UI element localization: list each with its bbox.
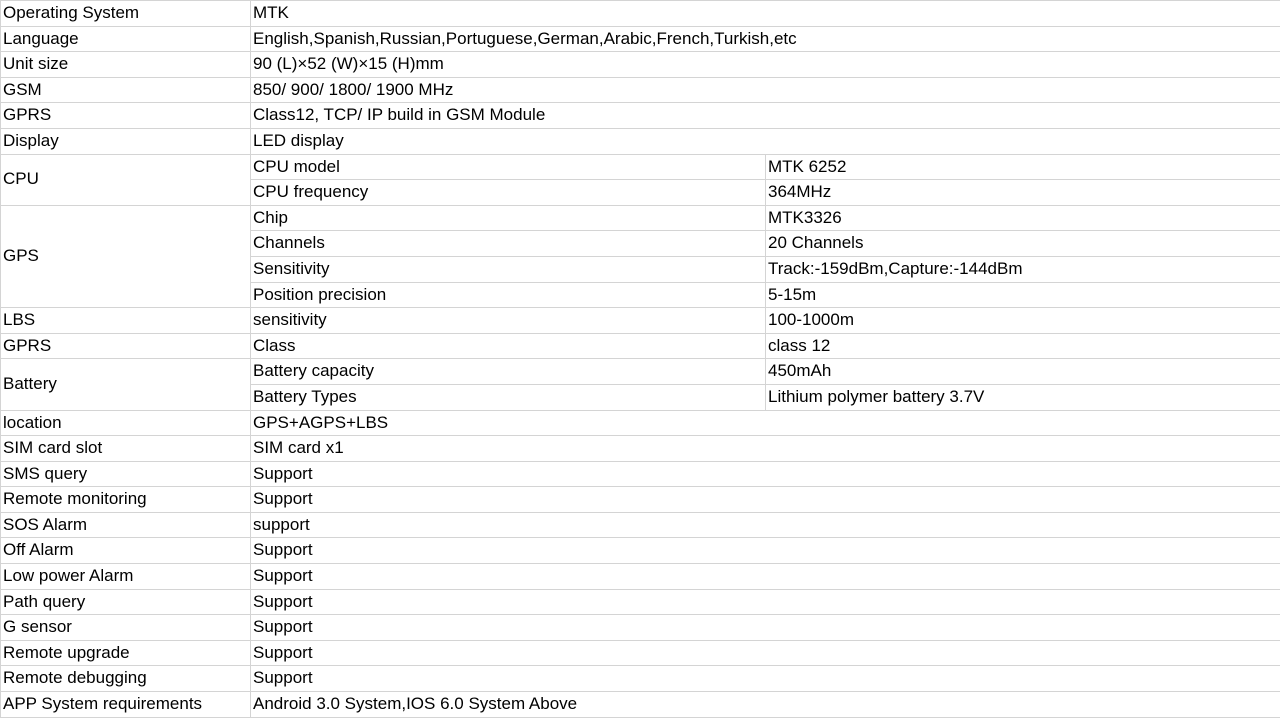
- spec-subkey: CPU model: [251, 154, 766, 180]
- spec-label: GSM: [1, 77, 251, 103]
- spec-label: Off Alarm: [1, 538, 251, 564]
- spec-label: SOS Alarm: [1, 512, 251, 538]
- spec-value: 850/ 900/ 1800/ 1900 MHz: [251, 77, 1280, 103]
- spec-label: Operating System: [1, 1, 251, 27]
- spec-subkey: Sensitivity: [251, 256, 766, 282]
- spec-value: Support: [251, 640, 1280, 666]
- spec-subvalue: MTK 6252: [766, 154, 1280, 180]
- spec-group-label: CPU: [1, 154, 251, 205]
- spec-value: Android 3.0 System,IOS 6.0 System Above: [251, 692, 1280, 718]
- spec-label: SIM card slot: [1, 436, 251, 462]
- spec-label: Low power Alarm: [1, 564, 251, 590]
- spec-subvalue: 364MHz: [766, 180, 1280, 206]
- table-row: [1, 692, 1280, 718]
- spec-subkey: Battery capacity: [251, 359, 766, 385]
- spec-subvalue: 20 Channels: [766, 231, 1280, 257]
- table-row: [1, 640, 1280, 666]
- spec-value: English,Spanish,Russian,Portuguese,German,Arabic,French,Turkish,etc: [251, 26, 1280, 52]
- spec-group-label: Battery: [1, 359, 251, 410]
- spec-group-label: GPRS: [1, 333, 251, 359]
- spec-value: LED display: [251, 128, 1280, 154]
- spec-subvalue: 100-1000m: [766, 308, 1280, 334]
- spec-label: Remote upgrade: [1, 640, 251, 666]
- spec-value: 90 (L)×52 (W)×15 (H)mm: [251, 52, 1280, 78]
- spec-label: Language: [1, 26, 251, 52]
- spec-subvalue: 5-15m: [766, 282, 1280, 308]
- spec-subkey: sensitivity: [251, 308, 766, 334]
- table-row: [1, 538, 1280, 564]
- spec-subkey: Class: [251, 333, 766, 359]
- spec-label: Unit size: [1, 52, 251, 78]
- table-row: [1, 308, 1280, 334]
- spec-value: Support: [251, 538, 1280, 564]
- spec-value: Support: [251, 589, 1280, 615]
- table-row: [1, 436, 1280, 462]
- table-row: [1, 666, 1280, 692]
- spec-subkey: Channels: [251, 231, 766, 257]
- table-row: [1, 77, 1280, 103]
- spec-subkey: Chip: [251, 205, 766, 231]
- spec-table-body: [1, 1, 1280, 718]
- spec-label: GPRS: [1, 103, 251, 129]
- table-row: [1, 154, 1280, 180]
- spec-group-label: LBS: [1, 308, 251, 334]
- spec-value: support: [251, 512, 1280, 538]
- spec-subkey: Position precision: [251, 282, 766, 308]
- spec-value: Support: [251, 564, 1280, 590]
- spec-value: GPS+AGPS+LBS: [251, 410, 1280, 436]
- spec-value: Class12, TCP/ IP build in GSM Module: [251, 103, 1280, 129]
- spec-label: APP System requirements: [1, 692, 251, 718]
- table-row: [1, 26, 1280, 52]
- table-row: [1, 1, 1280, 27]
- table-row: [1, 461, 1280, 487]
- spec-value: Support: [251, 461, 1280, 487]
- spec-label: G sensor: [1, 615, 251, 641]
- spec-value: SIM card x1: [251, 436, 1280, 462]
- spec-label: Display: [1, 128, 251, 154]
- spec-value: Support: [251, 615, 1280, 641]
- spec-label: SMS query: [1, 461, 251, 487]
- spec-subvalue: Lithium polymer battery 3.7V: [766, 384, 1280, 410]
- table-row: [1, 128, 1280, 154]
- spec-subvalue: MTK3326: [766, 205, 1280, 231]
- table-row: [1, 512, 1280, 538]
- spec-value: Support: [251, 666, 1280, 692]
- spec-subvalue: Track:-159dBm,Capture:-144dBm: [766, 256, 1280, 282]
- table-row: [1, 487, 1280, 513]
- table-row: [1, 615, 1280, 641]
- table-row: [1, 589, 1280, 615]
- spec-label: location: [1, 410, 251, 436]
- table-row: [1, 103, 1280, 129]
- spec-subvalue: class 12: [766, 333, 1280, 359]
- spec-group-label: GPS: [1, 205, 251, 307]
- spec-subvalue: 450mAh: [766, 359, 1280, 385]
- spec-label: Remote monitoring: [1, 487, 251, 513]
- table-row: [1, 52, 1280, 78]
- spec-value: Support: [251, 487, 1280, 513]
- table-row: [1, 564, 1280, 590]
- spec-label: Path query: [1, 589, 251, 615]
- spec-label: Remote debugging: [1, 666, 251, 692]
- spec-value: MTK: [251, 1, 1280, 27]
- spec-subkey: CPU frequency: [251, 180, 766, 206]
- spec-subkey: Battery Types: [251, 384, 766, 410]
- table-row: [1, 333, 1280, 359]
- table-row: [1, 410, 1280, 436]
- table-row: [1, 205, 1280, 231]
- table-row: [1, 359, 1280, 385]
